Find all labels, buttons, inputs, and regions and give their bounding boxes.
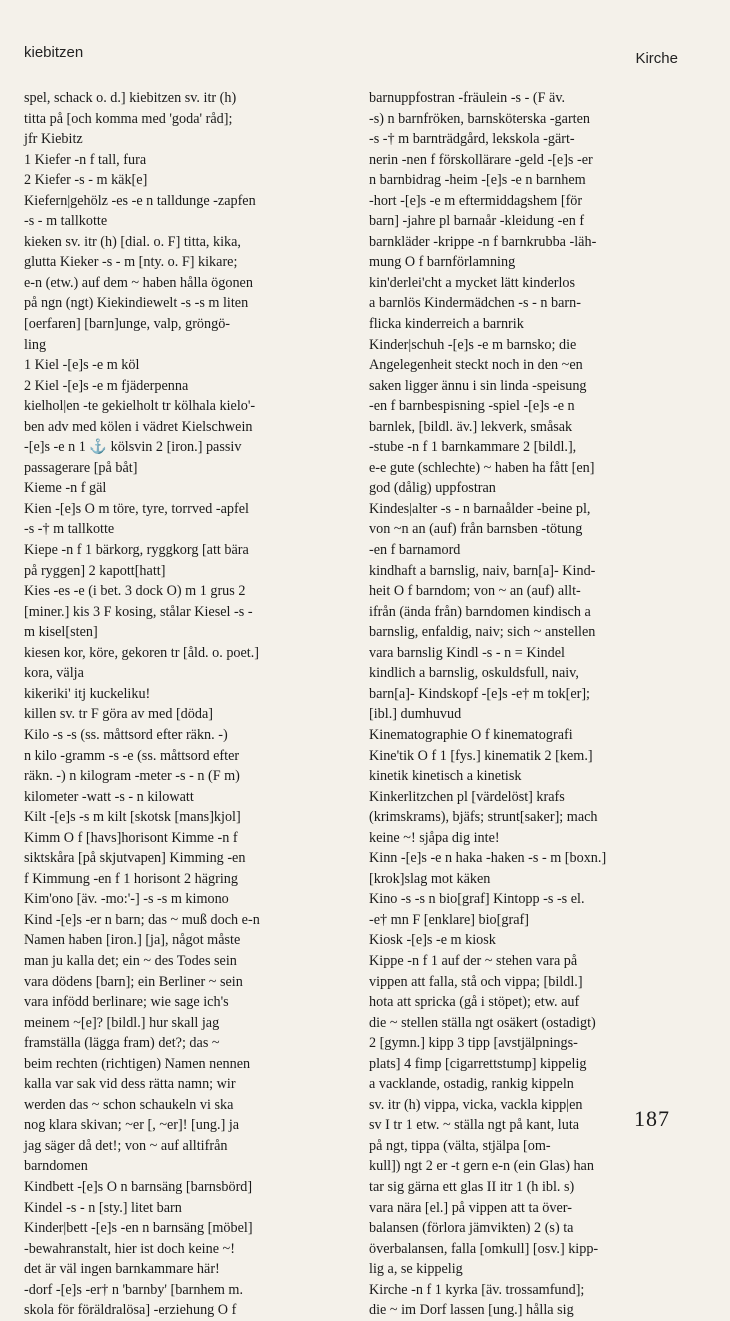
dictionary-line: sv. itr (h) vippa, vicka, vackla kipp|en: [369, 1096, 583, 1113]
dictionary-line: -stube -n f 1 barnkammare 2 [bildl.],: [369, 439, 577, 456]
dictionary-line: kull]) ngt 2 er -t gern e-n (ein Glas) han: [369, 1158, 594, 1175]
dictionary-line: ifrån (ända från) barndomen kindisch a: [369, 603, 591, 620]
dictionary-line: barn] -jahre pl barnaår -kleidung -en f: [369, 213, 585, 230]
dictionary-line: god (dålig) uppfostran: [369, 480, 496, 497]
dictionary-line: Kinematographie O f kinematografi: [369, 726, 573, 743]
dictionary-line: [miner.] kis 3 F kosing, stålar Kiesel -s -: [24, 603, 253, 620]
dictionary-line: Namen haben [iron.] [ja], något måste: [24, 932, 241, 949]
dictionary-line: Kinkerlitzchen pl [värdelöst] krafs: [369, 788, 565, 805]
dictionary-line: -hort -[e]s -e m eftermiddagshem [för: [369, 192, 583, 209]
dictionary-line: Kimm O f [havs]horisont Kimme -n f: [24, 829, 238, 846]
dictionary-line: nerin -nen f förskollärare -geld -[e]s -er: [369, 151, 593, 168]
dictionary-line: -s - m tallkotte: [24, 213, 108, 230]
dictionary-line: Kindes|alter -s - n barnaålder -beine pl,: [369, 500, 591, 517]
dictionary-line: 1 Kiel -[e]s -e m köl: [24, 357, 140, 374]
dictionary-line: spel, schack o. d.] kiebitzen sv. itr (h): [24, 90, 237, 106]
dictionary-line: f Kimmung -en f 1 horisont 2 hägring: [24, 870, 238, 887]
dictionary-line: Kilt -[e]s -s m kilt [skotsk [mans]kjol]: [24, 809, 241, 826]
dictionary-column-left: [24, 88, 360, 1321]
dictionary-line: -e† mn F [enklare] bio[graf]: [369, 911, 529, 928]
dictionary-line: kin'derlei'cht a mycket lätt kinderlos: [369, 274, 576, 291]
dictionary-line: barnkläder -krippe -n f barnkrubba -läh-: [369, 233, 597, 250]
dictionary-line: Kindbett -[e]s O n barnsäng [barnsbörd]: [24, 1178, 253, 1195]
dictionary-line: -en f barnbespisning -spiel -[e]s -e n: [369, 398, 575, 415]
dictionary-line: överbalansen, falla [omkull] [osv.] kipp-: [369, 1240, 599, 1257]
dictionary-line: skola för föräldralösa] -erziehung O f: [24, 1302, 237, 1319]
dictionary-line: jfr Kiebitz: [24, 131, 83, 148]
dictionary-line: Kippe -n f 1 auf der ~ stehen vara på: [369, 952, 578, 969]
dictionary-line: mung O f barnförlamning: [369, 254, 516, 271]
dictionary-line: von ~n an (auf) från barnsben -tötung: [369, 521, 583, 538]
dictionary-line: kielhol|en -te gekielholt tr kölhala kielo'-: [24, 398, 256, 415]
dictionary-line: man ju kalla det; ein ~ des Todes sein: [24, 952, 237, 969]
dictionary-line: Kirche -n f 1 kyrka [äv. trossamfund];: [369, 1281, 585, 1298]
dictionary-line: Kinder|schuh -[e]s -e m barnsko; die: [369, 336, 577, 353]
dictionary-line: 2 Kiel -[e]s -e m fjäderpenna: [24, 377, 189, 394]
dictionary-line: -en f barnamord: [369, 542, 461, 559]
dictionary-line: Kiepe -n f 1 bärkorg, ryggkorg [att bära: [24, 542, 249, 559]
dictionary-line: keine ~! sjåpa dig inte!: [369, 829, 500, 846]
dictionary-line: [oerfaren] [barn]unge, valp, gröngö-: [24, 316, 231, 333]
dictionary-line: Kinder|bett -[e]s -en n barnsäng [möbel]: [24, 1220, 253, 1237]
dictionary-line: barn[a]- Kindskopf -[e]s -e† m tok[er];: [369, 685, 591, 702]
header-first-word: kiebitzen: [24, 44, 84, 61]
dictionary-line: vippen att falla, stå och vippa; [bildl.]: [369, 973, 583, 990]
dictionary-line: barnlek, [bildl. äv.] lekverk, småsak: [369, 418, 573, 435]
dictionary-line: sv I tr 1 etw. ~ ställa ngt på kant, luta: [369, 1117, 580, 1134]
dictionary-line: saken ligger ännu i sin linda -speisung: [369, 377, 587, 394]
running-header: [24, 44, 678, 68]
dictionary-line: n barnbidrag -heim -[e]s -e n barnhem: [369, 172, 586, 189]
dictionary-line: kalla var sak vid dess rätta namn; wir: [24, 1076, 236, 1093]
dictionary-line: glutta Kieker -s - m [nty. o. F] kikare;: [24, 254, 238, 271]
dictionary-line: kilometer -watt -s - n kilowatt: [24, 788, 194, 805]
dictionary-line: barnuppfostran -fräulein -s - (F äv.: [369, 90, 566, 106]
dictionary-line: Kien -[e]s O m töre, tyre, torrved -apfel: [24, 500, 249, 517]
dictionary-line: 2 [gymn.] kipp 3 tipp [avstjälpnings-: [369, 1035, 578, 1052]
dictionary-line: Angelegenheit steckt noch in den ~en: [369, 357, 583, 374]
dictionary-line: ben adv med kölen i vädret Kielschwein: [24, 418, 253, 435]
dictionary-line: balansen (förlora jämvikten) 2 (s) ta: [369, 1220, 574, 1237]
dictionary-line: flicka kinderreich a barnrik: [369, 316, 524, 333]
dictionary-line: kiesen kor, köre, gekoren tr [åld. o. poet.]: [24, 644, 260, 661]
dictionary-line: die ~ im Dorf lassen [ung.] hålla sig: [369, 1302, 574, 1319]
dictionary-line: framställa (lägga fram) det?; das ~: [24, 1035, 220, 1052]
dictionary-line: Kies -es -e (i bet. 3 dock O) m 1 grus 2: [24, 583, 246, 600]
dictionary-line: plats] 4 fimp [cigarrettstump] kippelig: [369, 1055, 587, 1072]
dictionary-line: Kieme -n f gäl: [24, 480, 107, 497]
dictionary-line: -dorf -[e]s -er† n 'barnby' [barnhem m.: [24, 1281, 244, 1298]
dictionary-line: kikeriki' itj kuckeliku!: [24, 685, 151, 702]
page-number: 187: [634, 1106, 670, 1131]
dictionary-line: -s) n barnfröken, barnsköterska -garten: [369, 110, 591, 127]
dictionary-line: räkn. -) n kilogram -meter -s - n (F m): [24, 768, 240, 785]
dictionary-line: på ryggen] 2 kapott[hatt]: [24, 562, 166, 579]
dictionary-line: på ngt, tippa (välta, stjälpa [om-: [369, 1137, 551, 1154]
dictionary-line: Kilo -s -s (ss. måttsord efter räkn. -): [24, 726, 228, 743]
dictionary-line: kinetik kinetisch a kinetisk: [369, 768, 522, 785]
dictionary-line: vara nära [el.] på vippen att ta över-: [369, 1199, 572, 1216]
dictionary-line: ling: [24, 336, 47, 353]
dictionary-line: Kino -s -s n bio[graf] Kintopp -s -s el.: [369, 891, 585, 908]
dictionary-line: barndomen: [24, 1158, 88, 1175]
dictionary-line: Kim'ono [äv. -mo:'-] -s -s m kimono: [24, 891, 229, 908]
dictionary-line: kora, välja: [24, 665, 84, 682]
dictionary-line: a vacklande, ostadig, rankig kippeln: [369, 1076, 574, 1093]
dictionary-line: på ngn (ngt) Kiekindiewelt -s -s m liten: [24, 295, 249, 312]
dictionary-line: werden das ~ schon schaukeln vi ska: [24, 1096, 234, 1113]
dictionary-line: a barnlös Kindermädchen -s - n barn-: [369, 295, 581, 312]
dictionary-line: e-n (etw.) auf dem ~ haben hålla ögonen: [24, 274, 253, 291]
dictionary-line: 2 Kiefer -s - m käk[e]: [24, 172, 148, 189]
dictionary-line: m kisel[sten]: [24, 624, 98, 641]
header-last-word: Kirche: [635, 50, 678, 67]
dictionary-line: (krimskrams), bjäfs; strunt[saker]; mach: [369, 809, 598, 826]
dictionary-line: -[e]s -e n 1 ⚓ kölsvin 2 [iron.] passiv: [24, 439, 242, 456]
dictionary-line: meinem ~[e]? [bildl.] hur skall jag: [24, 1014, 220, 1031]
dictionary-line: siktskåra [på skjutvapen] Kimming -en: [24, 850, 246, 867]
dictionary-line: beim rechten (richtigen) Namen nennen: [24, 1055, 251, 1072]
dictionary-line: vara dödens [barn]; ein Berliner ~ sein: [24, 973, 243, 990]
dictionary-line: passagerare [på båt]: [24, 459, 138, 476]
dictionary-line: n kilo -gramm -s -e (ss. måttsord efter: [24, 747, 240, 764]
dictionary-line: lig a, se kippelig: [369, 1261, 463, 1278]
dictionary-line: kindlich a barnslig, oskuldsfull, naiv,: [369, 665, 579, 682]
dictionary-line: 1 Kiefer -n f tall, fura: [24, 151, 147, 168]
dictionary-column-right: [369, 88, 678, 1321]
dictionary-line: vara infödd berlinare; wie sage ich's: [24, 994, 229, 1011]
dictionary-line: killen sv. tr F göra av med [döda]: [24, 706, 213, 723]
dictionary-line: Kiefern|gehölz -es -e n talldunge -zapfen: [24, 192, 256, 209]
dictionary-line: heit O f barndom; von ~ an (auf) allt-: [369, 583, 581, 600]
dictionary-line: -s -† m tallkotte: [24, 521, 115, 538]
dictionary-line: det är väl ingen barnkammare här!: [24, 1261, 220, 1278]
dictionary-line: Kine'tik O f 1 [fys.] kinematik 2 [kem.]: [369, 747, 593, 764]
dictionary-line: [ibl.] dumhuvud: [369, 706, 462, 723]
dictionary-line: barnslig, enfaldig, naiv; sich ~ anstellen: [369, 624, 596, 641]
dictionary-line: vara barnslig Kindl -s - n = Kindel: [369, 644, 565, 661]
dictionary-line: jag säger då det!; von ~ auf alltifrån: [24, 1137, 228, 1154]
dictionary-line: -s -† m barnträdgård, lekskola -gärt-: [369, 131, 575, 148]
dictionary-line: tar sig gärna ett glas II itr 1 (h ibl. s): [369, 1178, 575, 1195]
dictionary-line: -bewahranstalt, hier ist doch keine ~!: [24, 1240, 235, 1257]
dictionary-line: e-e gute (schlechte) ~ haben ha fått [en]: [369, 459, 595, 476]
dictionary-line: titta på [och komma med 'goda' råd];: [24, 110, 233, 127]
dictionary-line: Kind -[e]s -er n barn; das ~ muß doch e-n: [24, 911, 260, 928]
dictionary-line: hota att spricka (gå i stöpet); etw. auf: [369, 994, 580, 1011]
dictionary-line: nog klara skivan; ~er [, ~er]! [ung.] ja: [24, 1117, 240, 1134]
dictionary-line: kieken sv. itr (h) [dial. o. F] titta, kika,: [24, 233, 241, 250]
dictionary-line: kindhaft a barnslig, naiv, barn[a]- Kind-: [369, 562, 596, 579]
dictionary-line: Kindel -s - n [sty.] litet barn: [24, 1199, 182, 1216]
dictionary-line: Kiosk -[e]s -e m kiosk: [369, 932, 496, 949]
dictionary-line: Kinn -[e]s -e n haka -haken -s - m [boxn.]: [369, 850, 607, 867]
dictionary-line: die ~ stellen ställa ngt osäkert (ostadigt): [369, 1014, 596, 1031]
dictionary-line: [krok]slag mot käken: [369, 870, 491, 887]
